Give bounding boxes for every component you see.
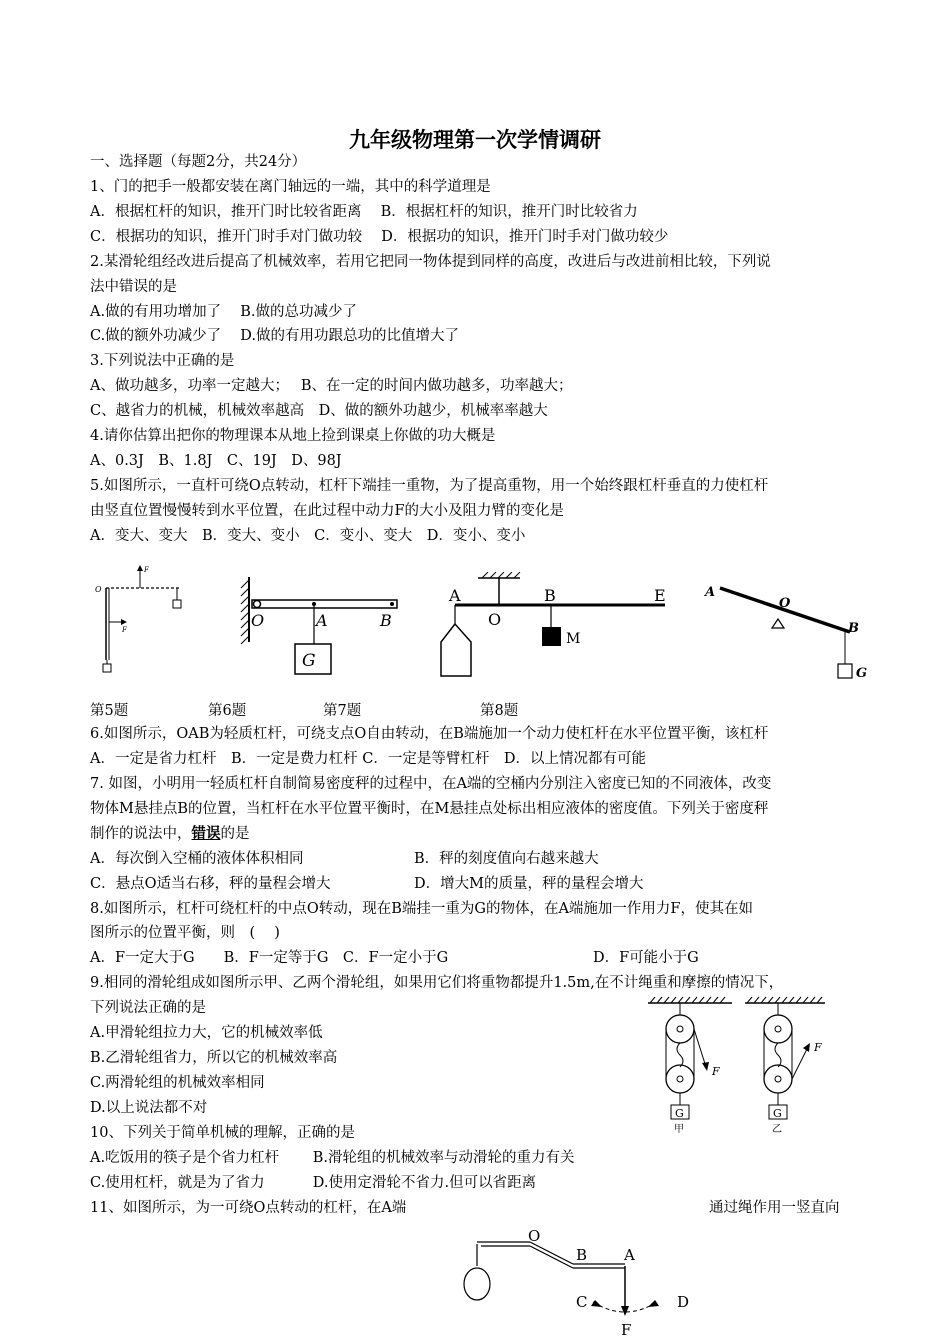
caption-q8: 第8题 (480, 703, 519, 719)
q9-option-d: D.以上说法都不对 (90, 1100, 208, 1116)
q7-label-a: A (449, 586, 461, 605)
q2-options-ab: A.做的有用功增加了 B.做的总功减少了 (90, 304, 357, 320)
q11-label-a: A (624, 1246, 635, 1264)
q7-option-b: B．秤的刻度值向右越来越大 (414, 851, 599, 867)
figure-q9 (640, 995, 840, 1135)
q9-stem-line2: 下列说法正确的是 (90, 1000, 206, 1016)
caption-q5: 第5题 (90, 703, 129, 719)
figure-q11 (455, 1222, 705, 1342)
q7-option-a: A．每次倒入空桶的液体体积相同 (90, 851, 304, 867)
q8-options-abc: A．F一定大于G B．F一定等于G C．F一定小于G (90, 950, 449, 966)
q11-label-o: O (528, 1227, 541, 1245)
figure-q8 (700, 580, 875, 685)
q5-label-o: O (95, 585, 102, 594)
q8-label-o: O (779, 596, 791, 611)
q5-stem-line2: 由竖直位置慢慢转到水平位置，在此过程中动力F的大小及阻力臂的变化是 (90, 503, 565, 519)
q4-options: A、0.3J B、1.8J C、19J D、98J (90, 453, 342, 469)
caption-q7: 第7题 (323, 703, 362, 719)
q11-stem-part1: 11、如图所示，为一可绕O点转动的杠杆，在A端 (90, 1200, 407, 1216)
q11-label-c: C (576, 1293, 588, 1311)
q7-emphasis-wrong: 错误 (191, 825, 221, 842)
figure-q7 (435, 572, 675, 682)
q3-options-ab: A、做功越多，功率一定越大； B、在一定的时间内做功越多，功率越大； (90, 378, 573, 394)
q7-label-b: B (544, 586, 556, 605)
q8-stem-line1: 8.如图所示，杠杆可绕杠杆的中点O转动，现在B端挂一重为G的物体，在A端施加一作用力F，使其在如 (90, 901, 753, 917)
q7-label-m: M (566, 631, 581, 647)
q10-stem: 10、下列关于简单机械的理解，正确的是 (90, 1125, 355, 1141)
q3-options-cd: C、越省力的机械，机械效率越高 D、做的额外功越少，机械率率越大 (90, 403, 548, 419)
q7-label-e: E (654, 586, 666, 605)
q8-option-d: D．F可能小于G (593, 950, 699, 966)
q2-options-cd: C.做的额外功减少了 D.做的有用功跟总功的比值增大了 (90, 328, 460, 344)
q9-label-f2: F (814, 1041, 822, 1054)
q9-label-g2: G (773, 1107, 782, 1120)
q9-label-jia: 甲 (674, 1124, 684, 1135)
q7-stem-line1: 7. 如图，小明用一轻质杠杆自制简易密度秤的过程中，在A端的空桶内分别注入密度已知的不同液体，改变 (90, 776, 772, 792)
q8-label-g: G (856, 666, 868, 681)
q7-stem-line3 (90, 824, 250, 844)
q6-label-a: A (316, 611, 328, 630)
q6-label-b: B (380, 611, 392, 630)
q6-label-g: G (302, 651, 316, 671)
q9-label-yi: 乙 (772, 1124, 782, 1135)
q7-stem-part1: 制作的说法中， (90, 826, 192, 842)
q11-label-b: B (576, 1246, 588, 1264)
q11-stem-part2: 通过绳作用一竖直向 (709, 1200, 840, 1216)
q1-stem: 1、门的把手一般都安装在离门轴远的一端，其中的科学道理是 (90, 179, 491, 195)
q7-label-o: O (488, 610, 502, 629)
section-heading: 一、选择题（每题2分，共24分） (90, 154, 307, 170)
q6-stem: 6.如图所示，OAB为轻质杠杆，可绕支点O自由转动，在B端施加一个动力使杠杆在水平位置平衡，该杠杆 (90, 726, 769, 742)
figure-q5 (92, 560, 192, 675)
q1-options-ab: A．根据杠杆的知识，推开门时比较省距离 B．根据杠杆的知识，推开门时比较省力 (90, 204, 638, 220)
q11-label-d: D (677, 1293, 690, 1311)
q8-stem-line2: 图所示的位置平衡，则 ( ) (90, 925, 280, 941)
q9-label-g1: G (675, 1107, 684, 1120)
q6-label-o: O (251, 611, 265, 630)
q5-label-f1: F (144, 566, 149, 574)
q6-options: A．一定是省力杠杆 B．一定是费力杠杆 C．一定是等臂杠杆 D．以上情况都有可能 (90, 751, 646, 767)
q7-option-c: C．悬点O适当右移，秤的量程会增大 (90, 876, 331, 892)
q8-label-a: A (705, 585, 716, 600)
q9-stem-line1: 9.相同的滑轮组成如图所示甲、乙两个滑轮组，如果用它们将重物都提升1.5m,在不计绳重和摩擦的情况下， (90, 975, 784, 991)
q7-stem-part3: 的是 (220, 826, 250, 842)
page-title: 九年级物理第一次学情调研 (349, 128, 601, 152)
figure-q6 (232, 572, 412, 682)
q9-option-a: A.甲滑轮组拉力大，它的机械效率低 (90, 1025, 323, 1041)
q9-option-c: C.两滑轮组的机械效率相同 (90, 1075, 265, 1091)
q10-options-ab: A.吃饭用的筷子是个省力杠杆 B.滑轮组的机械效率与动滑轮的重力有关 (90, 1150, 575, 1166)
q5-stem-line1: 5.如图所示，一直杆可绕O点转动，杠杆下端挂一重物，为了提高重物，用一个始终跟杠杆垂直的力使杠杆 (90, 478, 769, 494)
q9-label-f1: F (712, 1065, 720, 1078)
q3-stem: 3.下列说法中正确的是 (90, 353, 235, 369)
q5-options: A．变大、变大 B．变大、变小 C．变小、变大 D．变小、变小 (90, 528, 526, 544)
q10-options-cd: C.使用杠杆，就是为了省力 D.使用定滑轮不省力.但可以省距离 (90, 1175, 537, 1191)
q5-label-f2: F (122, 626, 127, 634)
q2-stem-line2: 法中错误的是 (90, 279, 177, 295)
q2-stem-line1: 2.某滑轮组经改进后提高了机械效率，若用它把同一物体提到同样的高度，改进后与改进前相比较，下列说 (90, 254, 771, 270)
q4-stem: 4.请你估算出把你的物理课本从地上捡到课桌上你做的功大概是 (90, 428, 496, 444)
q7-option-d: D．增大M的质量，秤的量程会增大 (414, 876, 644, 892)
q1-options-cd: C．根据功的知识，推开门时手对门做功较 D．根据功的知识，推开门时手对门做功较少 (90, 229, 669, 245)
q7-stem-line2: 物体M悬挂点B的位置，当杠杆在水平位置平衡时，在M悬挂点处标出相应液体的密度值。下列关于密度秤 (90, 801, 769, 817)
q11-label-f: F (621, 1321, 632, 1339)
q8-label-b: B (848, 621, 859, 636)
q9-option-b: B.乙滑轮组省力，所以它的机械效率高 (90, 1050, 338, 1066)
caption-q6: 第6题 (208, 703, 247, 719)
